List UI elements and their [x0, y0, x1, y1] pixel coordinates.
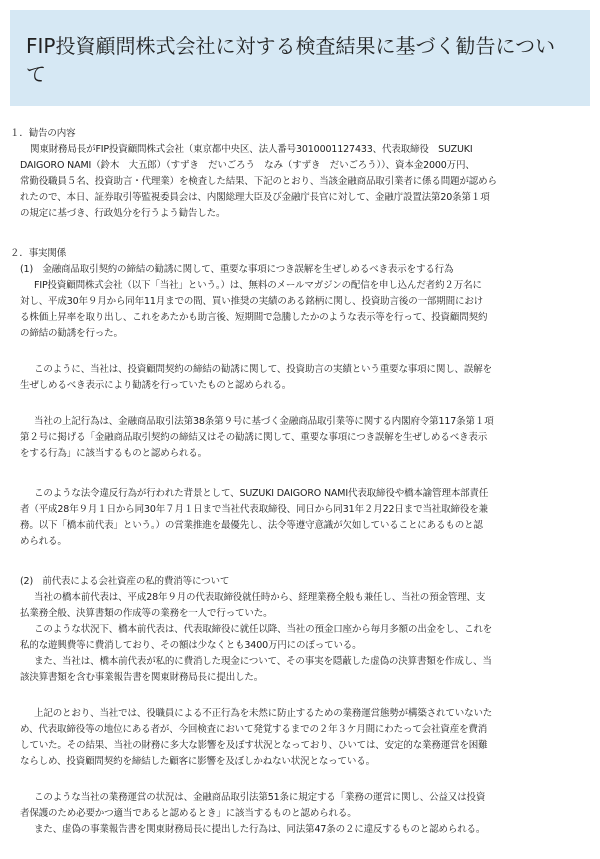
subsection-heading: (1) 金融商品取引契約の締結の勧誘に関して、重要な事項につき誤解を生ぜしめるべき表示をする行為 — [20, 264, 454, 275]
paragraph-line: の規定に基づき、行政処分を行うよう勧告した。 — [20, 208, 226, 219]
paragraph-line: FIP投資顧問株式会社（以下「当社」という。）は、無料のメールマガジンの配信を申し込んだ者約２万名に — [34, 280, 482, 291]
paragraph-line: め、代表取締役等の地位にある者が、今回検査において発覚するまでの２年３ケ月間にわたって会社資産を費消 — [20, 724, 488, 735]
paragraph-line: をする行為」に該当するものと認められる。 — [20, 448, 208, 459]
paragraph-line: 払業務全般、決算書類の作成等の業務を一人で行っていた。 — [20, 608, 273, 619]
paragraph-line: 対し、平成30年９月から同年11月までの間、買い推奨の実績のある銘柄に関し、投資助言後の一部期間におけ — [20, 296, 484, 307]
paragraph-line: ならしめ、投資顧問契約を締結した顧客に影響を及ぼしかねない状況となっている。 — [20, 756, 375, 767]
paragraph-line: このような状況下、橋本前代表は、代表取締役に就任以降、当社の預金口座から毎月多額の出金をし、これを — [34, 624, 493, 635]
paragraph-line: れたので、本日、証券取引等監視委員会は、内閣総理大臣及び金融庁長官に対して、金融庁設置法第20条第１項 — [20, 192, 490, 203]
section-heading: ２．事実関係 — [10, 248, 67, 259]
paragraph-line: 当社の上記行為は、金融商品取引法第38条第９号に基づく金融商品取引業等に関する内閣府令第117条第１項 — [34, 416, 494, 427]
paragraph-line: 者（平成28年９月１日から同30年７月１日まで当社代表取締役、同日から同31年２月22日まで当社取締役を兼 — [20, 504, 488, 515]
paragraph-line: る株価上昇率を取り出し、これをあたかも助言後、短期間で急騰したかのような表示等を行って、投資顧問契約 — [20, 312, 488, 323]
paragraph-line: 該決算書類を含む事業報告書を関東財務局長に提出した。 — [20, 672, 264, 683]
paragraph-line: 私的な遊興費等に費消しており、その額は少なくとも3400万円にのぼっている。 — [20, 640, 362, 651]
paragraph-line: 生ぜしめるべき表示により勧誘を行っていたものと認められる。 — [20, 380, 292, 391]
paragraph-line: DAIGORO NAMI（鈴木 大五郎）（すずき だいごろう なみ（すずき だいごろう））、資本金2000万円、 — [20, 160, 475, 171]
paragraph-line: の締結の勧誘を行った。 — [20, 328, 123, 339]
paragraph-line: 者保護のため必要かつ適当であると認めるとき」に該当するものと認められる。 — [20, 808, 357, 819]
paragraph-line: 第２号に掲げる「金融商品取引契約の締結又はその勧誘に関して、重要な事項につき誤解を生ぜしめるべき表示 — [20, 432, 488, 443]
paragraph-line: 当社の橋本前代表は、平成28年９月の代表取締役就任時から、経理業務全般も兼任し、当社の預金管理、支 — [34, 592, 486, 603]
title-banner — [10, 10, 590, 106]
paragraph-line: 上記のとおり、当社では、役職員による不正行為を未然に防止するための業務運営態勢が構築されていないた — [34, 708, 493, 719]
paragraph-line: また、虚偽の事業報告書を関東財務局長に提出した行為は、同法第47条の２に違反するものと認められる。 — [34, 824, 486, 835]
paragraph-line: このような当社の業務運営の状況は、金融商品取引法第51条に規定する「業務の運営に関し、公益又は投資 — [34, 792, 486, 803]
paragraph-line: していた。その結果、当社の財務に多大な影響を及ぼす状況となっており、ひいては、安定的な業務運営を困難 — [20, 740, 488, 751]
paragraph-line: 関東財務局長がFIP投資顧問株式会社（東京都中央区、法人番号3010001127433、代表取締役 SUZUKI — [30, 144, 473, 155]
paragraph-line: 務。以下「橋本前代表」という。）の営業推進を最優先し、法令等遵守意識が欠如していることにあるものと認 — [20, 520, 483, 531]
section-heading: １．勧告の内容 — [10, 128, 76, 139]
paragraph-line: このような法令違反行為が行われた背景として、SUZUKI DAIGORO NAMI代表取締役や橋本諭管理本部責任 — [34, 488, 489, 499]
paragraph-line: 常勤役職員５名、投資助言・代理業）を検査した結果、下記のとおり、当該金融商品取引業者に係る問題が認めら — [20, 176, 497, 187]
page-title: FIP投資顧問株式会社に対する検査結果に基づく勧告について — [26, 34, 556, 86]
subsection-heading: (2) 前代表による会社資産の私的費消等について — [20, 576, 230, 587]
paragraph-line: このように、当社は、投資顧問契約の締結の勧誘に関して、投資助言の実績という重要な事項に関し、誤解を — [34, 364, 492, 375]
paragraph-line: また、当社は、橋本前代表が私的に費消した現金について、その事実を隠蔽した虚偽の決算書類を作成し、当 — [34, 656, 492, 667]
paragraph-line: められる。 — [20, 536, 67, 547]
